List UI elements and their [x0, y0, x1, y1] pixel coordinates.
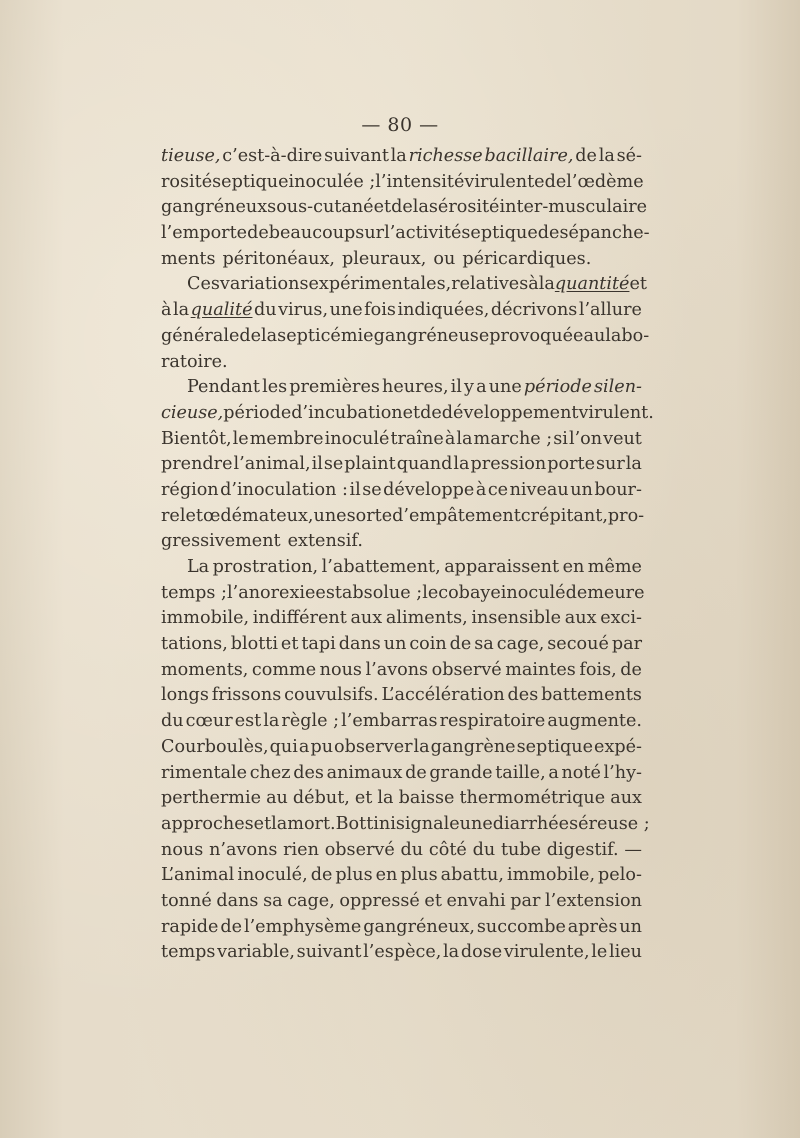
word: L’accélération [381, 685, 505, 706]
word: des [507, 685, 539, 706]
word: l’animal, [233, 454, 311, 475]
word: et [280, 634, 299, 655]
word: aliments, [385, 608, 468, 629]
word: rosité [161, 171, 213, 192]
word: sur [595, 454, 625, 475]
word: en [375, 865, 398, 886]
word: nous [319, 659, 362, 680]
word: la [625, 454, 642, 475]
word: chez [249, 762, 291, 783]
word: gangréneuse [373, 325, 490, 346]
word: porte [547, 454, 595, 475]
word: l’œdème [566, 171, 644, 192]
word: richesse [408, 146, 483, 166]
word: L’animal [161, 865, 235, 886]
text-line [161, 350, 642, 376]
word: ratoire. [161, 351, 228, 372]
word: sa [474, 634, 494, 655]
word: taille, [495, 762, 546, 783]
word: une [459, 813, 493, 834]
word: cage, [287, 890, 335, 911]
word: et [354, 788, 373, 809]
word: plaint [344, 454, 396, 475]
text-line [161, 555, 642, 581]
word: l’embarras [341, 711, 438, 732]
word: l’hy- [603, 762, 642, 783]
word: absolue ; [341, 582, 423, 603]
word: relet [161, 505, 203, 526]
word: au [266, 788, 288, 809]
word: ou [433, 248, 456, 269]
word: après [567, 916, 618, 937]
word: sorte [346, 505, 393, 526]
text-line [161, 452, 642, 478]
word: et [629, 274, 647, 295]
word: de [247, 223, 269, 244]
word: expé- [594, 736, 642, 757]
text-line [161, 709, 642, 735]
word: traîne [390, 428, 444, 449]
word: virulente, [503, 942, 590, 963]
word: maintes [505, 659, 576, 680]
word: péricardiques. [462, 248, 592, 269]
word: un [383, 634, 407, 655]
word: baisse [398, 788, 455, 809]
text-line [161, 272, 647, 298]
word: variations [219, 274, 309, 295]
word: aux [564, 608, 597, 629]
word: la [412, 197, 429, 218]
word: — [624, 839, 642, 860]
word: indiquées, [397, 300, 490, 321]
word: lieu [608, 942, 642, 963]
word: inoculé, [237, 865, 308, 886]
word: l’espèce, [363, 942, 442, 963]
word: l’emporte [161, 223, 248, 244]
text-line [161, 838, 642, 864]
word: tieuse, [161, 146, 221, 166]
word: variable, [217, 942, 295, 963]
word: n’avons [209, 839, 278, 860]
word: battements [541, 685, 642, 706]
word: virus, [278, 300, 329, 321]
word: une [329, 300, 363, 321]
word: l’abattement, [321, 557, 441, 577]
word: grande [429, 762, 493, 783]
word: observer [334, 736, 413, 757]
word: dose [460, 942, 503, 963]
word: virulente [464, 171, 545, 192]
word: une [313, 505, 347, 526]
body-text [161, 144, 654, 966]
word: abattu, [440, 865, 504, 886]
word: sérosité [428, 197, 500, 218]
word: séreuse ; [569, 813, 650, 834]
text-line [161, 221, 650, 247]
word: nous [161, 839, 204, 860]
word: tations, [161, 634, 228, 655]
word: un [570, 479, 593, 500]
text-line [161, 581, 645, 607]
text-line [161, 915, 642, 941]
word: se [323, 454, 344, 475]
word: premières [289, 377, 380, 398]
word: temps [161, 942, 216, 963]
word: en [562, 557, 585, 577]
word: coin [409, 634, 447, 655]
text-line [161, 683, 642, 709]
word: de [405, 762, 427, 783]
page-number: — 80 — [361, 114, 439, 136]
word: veut [603, 428, 642, 449]
word: rapide [161, 916, 219, 937]
word: inoculé [324, 428, 390, 449]
word: la [261, 325, 278, 346]
word: par [510, 890, 541, 911]
word: à [528, 274, 539, 295]
word: du [161, 711, 184, 732]
text-line [161, 324, 650, 350]
word: rimentale [161, 762, 248, 783]
word: rien [283, 839, 319, 860]
word: silen- [594, 377, 642, 398]
word: plus [400, 865, 438, 886]
text-line [161, 504, 645, 530]
word: par [611, 634, 642, 655]
word: couvulsifs. [284, 685, 379, 706]
word: septique [516, 736, 594, 757]
word: et [373, 197, 392, 218]
word: œdémateux, [202, 505, 314, 526]
word: prostration, [212, 557, 319, 577]
text-line [161, 761, 642, 787]
word: de [449, 634, 472, 655]
word: demeure [565, 582, 645, 603]
text-line [161, 735, 642, 761]
word: ce [487, 479, 509, 500]
text-line [161, 863, 642, 889]
word: la [538, 274, 555, 295]
text-line [161, 144, 642, 170]
word: de [544, 171, 567, 192]
word: exci- [600, 608, 642, 629]
word: développe [383, 479, 475, 500]
word: gangréneux, [363, 916, 475, 937]
word: a [298, 736, 310, 757]
word: de [420, 402, 442, 423]
word: relatives [451, 274, 529, 295]
word: sur [355, 223, 385, 244]
word: observé [431, 659, 502, 680]
word: noté [561, 762, 601, 783]
word: septique [461, 223, 538, 244]
word: même [587, 557, 642, 577]
word: cœur [185, 711, 233, 732]
word: la [377, 788, 394, 809]
text-line [161, 170, 642, 196]
word: d’inoculation : [220, 479, 348, 500]
text-line [161, 427, 642, 453]
word: animaux [326, 762, 403, 783]
text-line [161, 375, 642, 401]
word: inter-musculaire [499, 197, 648, 218]
word: inoculée ; [288, 171, 376, 192]
word: générale [161, 325, 240, 346]
word: thermométrique [459, 788, 606, 809]
word: pression [470, 454, 547, 475]
word: sous-cutané [267, 197, 374, 218]
word: début, [292, 788, 350, 809]
word: la [456, 428, 473, 449]
word: prendre [161, 454, 233, 475]
word: du [400, 839, 424, 860]
word: de [391, 197, 413, 218]
word: la [443, 942, 460, 963]
word: secoué [547, 634, 609, 655]
word: l’extension [545, 890, 642, 911]
word: à [475, 479, 487, 500]
word: bacillaire, [484, 146, 574, 166]
word: gangrène [430, 736, 516, 757]
word: décrivons [490, 300, 578, 321]
word: digestif. [546, 839, 619, 860]
word: Bientôt, [161, 428, 232, 449]
text-line [161, 940, 642, 966]
word: quantité [554, 274, 630, 295]
word: gressivement [161, 531, 281, 552]
word: fois [364, 300, 396, 321]
word: y [464, 377, 474, 398]
word: d’incubation [291, 402, 403, 423]
word: l’activité [384, 223, 462, 244]
word: des [293, 762, 324, 783]
word: l’avons [365, 659, 429, 680]
word: gangréneux [161, 197, 268, 218]
word: qui [269, 736, 298, 757]
word: septicémie [277, 325, 374, 346]
word: du [254, 300, 277, 321]
word: région [161, 479, 219, 500]
word: si [553, 428, 568, 449]
word: la [173, 300, 190, 321]
word: à [161, 300, 172, 321]
word: approches [161, 813, 254, 834]
word: règle ; [281, 711, 340, 732]
word: et [424, 890, 442, 911]
word: niveau [509, 479, 569, 500]
word: et [402, 402, 421, 423]
word: un [619, 916, 642, 937]
word: envahi [446, 890, 506, 911]
word: oppressé [339, 890, 420, 911]
word: l’on [568, 428, 603, 449]
text-line [161, 478, 642, 504]
word: période [223, 402, 292, 423]
word: côté [428, 839, 467, 860]
word: est [234, 711, 262, 732]
word: pro- [607, 505, 645, 526]
word: quand [396, 454, 453, 475]
text-line [161, 298, 642, 324]
text-line [161, 632, 642, 658]
word: comme [251, 659, 317, 680]
word: Bottini [335, 813, 396, 834]
word: a [548, 762, 559, 783]
word: l’emphysème [243, 916, 362, 937]
word: sé- [616, 146, 642, 166]
word: de [620, 659, 642, 680]
word: suivant [296, 942, 362, 963]
word: perthermie [161, 788, 262, 809]
text-line [161, 889, 642, 915]
word: virulent. [578, 402, 654, 423]
word: péritonéaux, [222, 248, 335, 269]
word: indifférent [252, 608, 347, 629]
word: inoculé [500, 582, 566, 603]
word: pleuraux, [341, 248, 427, 269]
word: cage, [496, 634, 545, 655]
word: signale [395, 813, 460, 834]
word: la [413, 736, 430, 757]
word: à [444, 428, 456, 449]
text-line [161, 606, 642, 632]
word: de [310, 865, 333, 886]
word: immobile, [506, 865, 596, 886]
word: aux [350, 608, 383, 629]
text-line [161, 786, 642, 812]
word: Courboulès, [161, 736, 269, 757]
word: diarrhée [492, 813, 570, 834]
word: insensible [471, 608, 562, 629]
word: des [537, 223, 569, 244]
text-line [161, 529, 642, 555]
word: cieuse, [161, 402, 224, 423]
word: c’est-à-dire [222, 146, 323, 166]
word: immobile, [161, 608, 250, 629]
word: blotti [230, 634, 278, 655]
word: respiratoire [439, 711, 546, 732]
word: a [476, 377, 487, 398]
word: épanche- [568, 223, 650, 244]
word: apparaissent [444, 557, 560, 577]
word: la [263, 711, 280, 732]
word: fois, [579, 659, 617, 680]
word: dans [216, 890, 259, 911]
word: observé [324, 839, 395, 860]
text-line [161, 658, 642, 684]
word: aux [610, 788, 642, 809]
word: labo- [605, 325, 650, 346]
word: pu [310, 736, 334, 757]
word: Ces [187, 274, 220, 295]
word: le [232, 428, 249, 449]
word: membre [249, 428, 324, 449]
word: du [472, 839, 496, 860]
word: expérimentales, [308, 274, 452, 295]
word: pelo- [598, 865, 642, 886]
word: il [349, 479, 361, 500]
word: le [422, 582, 439, 603]
text-line [161, 247, 642, 273]
word: la [271, 813, 288, 834]
word: se [362, 479, 382, 500]
word: bour- [594, 479, 642, 500]
word: mort. [287, 813, 336, 834]
word: développement [441, 402, 579, 423]
word: au [583, 325, 606, 346]
word: les [262, 377, 288, 398]
word: succombe [476, 916, 566, 937]
word: de [220, 916, 243, 937]
word: qualité [190, 300, 253, 321]
word: la [598, 146, 615, 166]
word: l’anorexie [226, 582, 316, 603]
word: cobaye [438, 582, 501, 603]
word: crépitant, [520, 505, 608, 526]
word: il [311, 454, 323, 475]
word: La [187, 557, 210, 577]
word: longs [161, 685, 209, 706]
word: et [253, 813, 272, 834]
word: plus [335, 865, 373, 886]
word: marche ; [473, 428, 553, 449]
word: une [488, 377, 522, 398]
word: la [453, 454, 470, 475]
word: est [315, 582, 342, 603]
word: tube [500, 839, 542, 860]
text-line [161, 195, 648, 221]
word: beaucoup [268, 223, 356, 244]
text-line [161, 401, 654, 427]
word: l’allure [578, 300, 642, 321]
word: temps ; [161, 582, 227, 603]
word: de [575, 146, 597, 166]
word: il [450, 377, 462, 398]
word: heures, [382, 377, 449, 398]
word: l’intensité [375, 171, 465, 192]
word: suivant [324, 146, 389, 166]
word: extensif. [287, 531, 363, 552]
word: septique [212, 171, 289, 192]
word: provoquée [489, 325, 584, 346]
word: moments, [161, 659, 249, 680]
word: tonné [161, 890, 212, 911]
word: dans [338, 634, 381, 655]
word: ments [161, 248, 216, 269]
word: le [591, 942, 608, 963]
word: d’empâtement [392, 505, 521, 526]
word: Pendant [187, 377, 260, 398]
word: la [390, 146, 407, 166]
word: tapi [301, 634, 336, 655]
word: de [239, 325, 262, 346]
word: sa [263, 890, 283, 911]
text-line [161, 812, 650, 838]
word: augmente. [547, 711, 642, 732]
word: période [523, 377, 592, 398]
word: frissons [211, 685, 282, 706]
